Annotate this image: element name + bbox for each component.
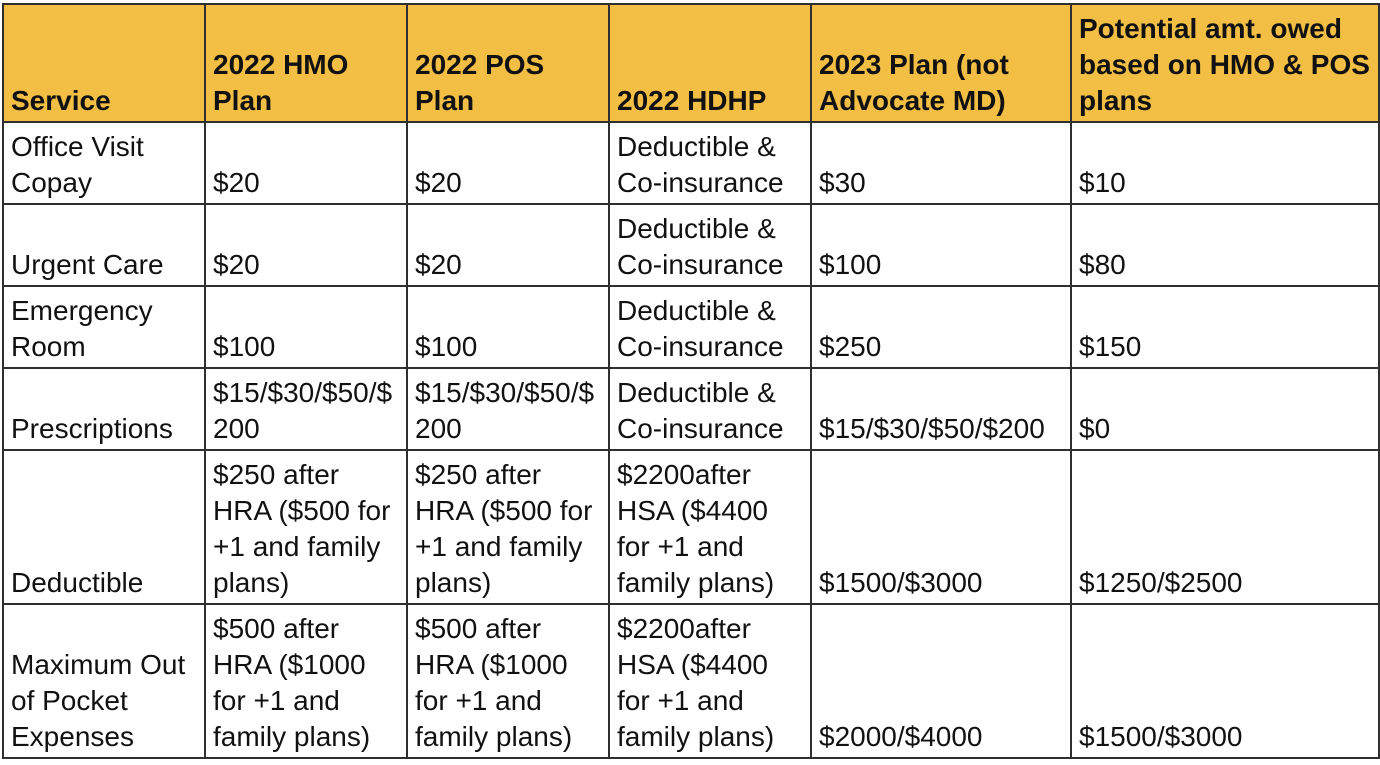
hmo-cell: $500 after HRA ($1000 for +1 and family plans)	[205, 604, 407, 758]
header-service: Service	[3, 4, 205, 122]
plan-2023-cell: $250	[811, 286, 1071, 368]
amount-owed-cell: $1250/$2500	[1071, 450, 1379, 604]
pos-cell: $100	[407, 286, 609, 368]
service-cell: Emergency Room	[3, 286, 205, 368]
hmo-cell: $250 after HRA ($500 for +1 and family plans)	[205, 450, 407, 604]
hdhp-cell: $2200after HSA ($4400 for +1 and family plans)	[609, 604, 811, 758]
plan-2023-cell: $100	[811, 204, 1071, 286]
header-potential-amount-owed: Potential amt. owed based on HMO & POS plans	[1071, 4, 1379, 122]
pos-cell: $20	[407, 204, 609, 286]
pos-cell: $500 after HRA ($1000 for +1 and family plans)	[407, 604, 609, 758]
hdhp-cell: Deductible & Co-insurance	[609, 286, 811, 368]
header-2022-pos-plan: 2022 POS Plan	[407, 4, 609, 122]
hdhp-cell: $2200after HSA ($4400 for +1 and family plans)	[609, 450, 811, 604]
hmo-cell: $15/$30/$50/$200	[205, 368, 407, 450]
table-row	[3, 122, 1379, 204]
header-row	[3, 4, 1379, 122]
plan-2023-cell: $2000/$4000	[811, 604, 1071, 758]
hdhp-cell: Deductible & Co-insurance	[609, 368, 811, 450]
pos-cell: $15/$30/$50/$200	[407, 368, 609, 450]
table-row	[3, 286, 1379, 368]
header-2023-plan: 2023 Plan (not Advocate MD)	[811, 4, 1071, 122]
service-cell: Maximum Out of Pocket Expenses	[3, 604, 205, 758]
amount-owed-cell: $150	[1071, 286, 1379, 368]
hmo-cell: $20	[205, 122, 407, 204]
pos-cell: $250 after HRA ($500 for +1 and family plans)	[407, 450, 609, 604]
table-row	[3, 604, 1379, 758]
pos-cell: $20	[407, 122, 609, 204]
header-2022-hdhp: 2022 HDHP	[609, 4, 811, 122]
table-row	[3, 450, 1379, 604]
hdhp-cell: Deductible & Co-insurance	[609, 122, 811, 204]
amount-owed-cell: $0	[1071, 368, 1379, 450]
hdhp-cell: Deductible & Co-insurance	[609, 204, 811, 286]
amount-owed-cell: $10	[1071, 122, 1379, 204]
plan-2023-cell: $30	[811, 122, 1071, 204]
service-cell: Deductible	[3, 450, 205, 604]
amount-owed-cell: $80	[1071, 204, 1379, 286]
plan-2023-cell: $15/$30/$50/$200	[811, 368, 1071, 450]
table-row	[3, 204, 1379, 286]
service-cell: Office Visit Copay	[3, 122, 205, 204]
amount-owed-cell: $1500/$3000	[1071, 604, 1379, 758]
plan-2023-cell: $1500/$3000	[811, 450, 1071, 604]
plan-comparison-table	[2, 3, 1380, 759]
service-cell: Prescriptions	[3, 368, 205, 450]
hmo-cell: $20	[205, 204, 407, 286]
header-2022-hmo-plan: 2022 HMO Plan	[205, 4, 407, 122]
table-row	[3, 368, 1379, 450]
service-cell: Urgent Care	[3, 204, 205, 286]
hmo-cell: $100	[205, 286, 407, 368]
